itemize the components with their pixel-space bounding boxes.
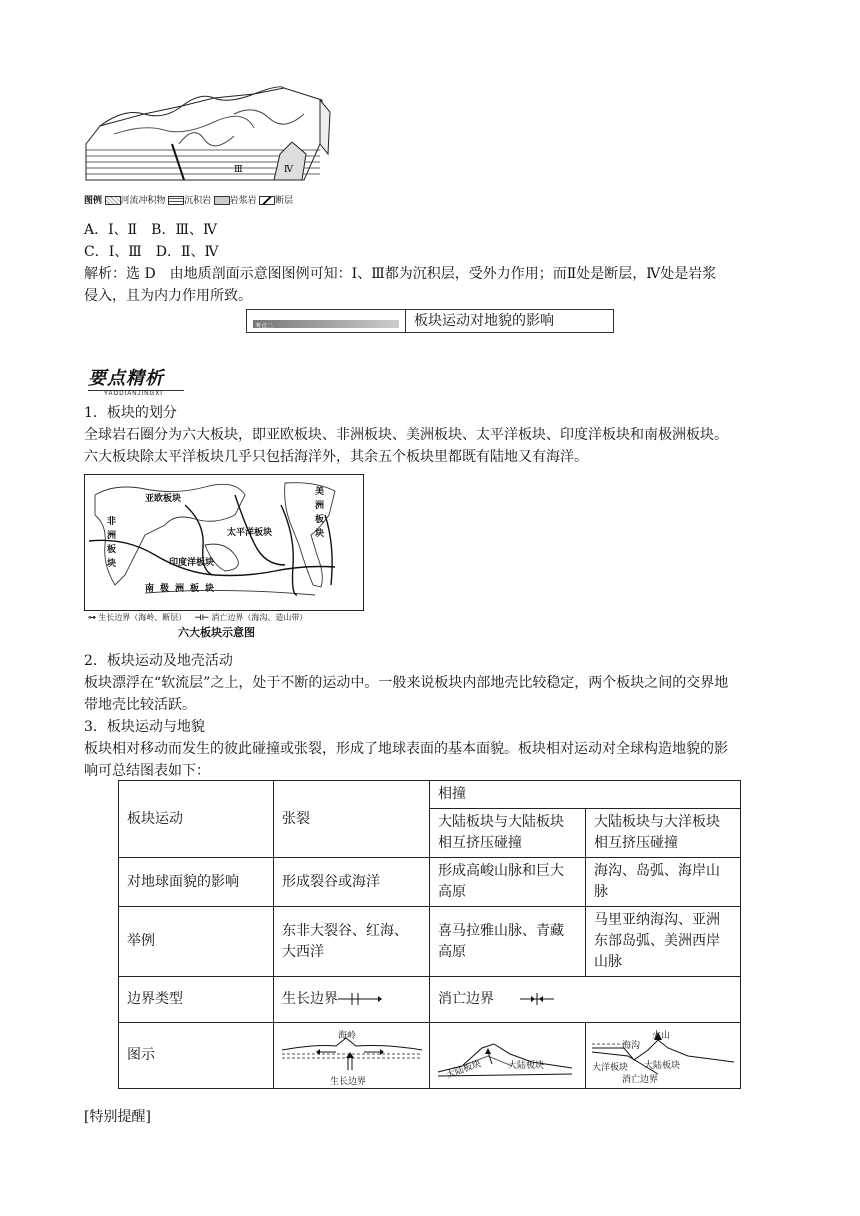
figure-consume-label: 消亡边界 — [621, 1074, 658, 1085]
point2-line-2: 带地壳比较活跃。 — [84, 697, 196, 713]
sediment-swatch — [168, 196, 184, 205]
point3-title: 3．板块运动与地貌 — [84, 719, 205, 735]
table-cell: 东非大裂谷、红海、大西洋 — [274, 907, 430, 977]
table-head-movement: 板块运动 — [119, 781, 274, 858]
table-cell: 海沟、岛弧、海岸山脉 — [585, 858, 740, 907]
geologic-section-diagram — [84, 84, 334, 206]
legend-consume-boundary: 消亡边界（海沟、造山带） — [211, 613, 308, 622]
plate-label-american: 美洲板块 — [315, 487, 325, 539]
label-IV: Ⅳ — [284, 165, 293, 175]
section-tag: 考点二 — [255, 323, 274, 330]
section-banner — [246, 309, 614, 333]
plate-label-pacific: 太平洋板块 — [227, 528, 273, 538]
point3-line-1: 板块相对移动而发生的彼此碰撞或张裂，形成了地球表面的基本面貌。板块相对运动对全球构造地貌的影 — [84, 741, 728, 757]
table-row — [119, 1023, 741, 1089]
point2-title: 2．板块运动及地壳活动 — [84, 653, 233, 669]
point1-line-1: 全球岩石圈分为六大板块，即亚欧板块、非洲板块、美洲板块、太平洋板块、印度洋板块和南极洲板块。 — [84, 427, 728, 443]
figure-divergent — [274, 1023, 430, 1089]
analysis-line-2: 侵入，且为内力作用所致。 — [84, 288, 252, 304]
table-cell: 喜马拉雅山脉、青藏高原 — [430, 907, 586, 977]
growth-boundary-icon — [338, 992, 382, 1006]
table-row — [119, 858, 741, 907]
plate-movement-table — [118, 780, 741, 1089]
table-cell-cont-ocean: 大陆板块与大洋板块相互挤压碰撞 — [585, 809, 740, 858]
consume-boundary-label: 消亡边界 — [438, 991, 494, 1007]
growth-boundary-icon: ⊶ — [88, 613, 96, 622]
table-head-effect: 对地球面貌的影响 — [119, 858, 274, 907]
section-title: 板块运动对地貌的影响 — [414, 313, 554, 329]
legend-magma: 岩浆岩 — [229, 195, 257, 205]
alluvium-swatch — [105, 196, 121, 205]
figure-cont-right: 大陆板块 — [508, 1060, 545, 1071]
point1-line-2: 六大板块除太平洋板块几乎只包括海洋外，其余五个板块里都既有陆地又有海洋。 — [84, 449, 588, 465]
figure-volcano-label: 火山 — [651, 1030, 670, 1041]
magma-swatch — [214, 196, 230, 205]
legend-alluvium: 河流冲积物 — [120, 195, 166, 205]
legend-fault: 断层 — [275, 195, 294, 205]
table-cell-growth-boundary — [274, 977, 430, 1023]
point3-line-2: 响可总结图表如下： — [84, 763, 210, 779]
figure-growth-label: 生长边界 — [330, 1076, 367, 1087]
label-III: Ⅲ — [234, 165, 243, 175]
figure-ridge-label: 海岭 — [338, 1030, 357, 1041]
figure-cont-plate-label: 大陆板块 — [643, 1060, 680, 1071]
figure-continental-collision — [430, 1023, 586, 1089]
consume-boundary-icon — [520, 992, 554, 1006]
table-row — [119, 977, 741, 1023]
figure-cont-left: 大陆板块 — [445, 1058, 483, 1081]
table-cell: 马里亚纳海沟、亚洲东部岛弧、美洲西岸山脉 — [585, 907, 740, 977]
special-reminder: [特别提醒] — [84, 1109, 151, 1125]
option-line-2: C．Ⅰ、Ⅲ D．Ⅱ、Ⅳ — [84, 244, 219, 260]
key-points-heading — [88, 364, 184, 397]
plate-map-legend — [88, 612, 307, 623]
consume-boundary-icon: ⊣⊢ — [194, 613, 210, 622]
plate-map — [84, 474, 364, 611]
table-cell-cont-cont: 大陆板块与大陆板块相互挤压碰撞 — [430, 809, 586, 858]
table-cell-split: 张裂 — [274, 781, 430, 858]
legend-growth-boundary: 生长边界（海岭、断层） — [98, 613, 187, 622]
section-tag-box — [247, 310, 406, 332]
plate-label-antarctic: 南极洲板块 — [145, 584, 221, 594]
analysis-line-1: 解析：选 D 由地质剖面示意图图例可知：Ⅰ、Ⅲ都为沉积层，受外力作用；而Ⅱ处是断层，Ⅳ处是岩浆 — [84, 266, 717, 282]
option-line-1: A．Ⅰ、Ⅱ B．Ⅲ、Ⅳ — [84, 222, 217, 238]
table-head-collide: 相撞 — [430, 781, 741, 809]
table-cell-consume-boundary — [430, 977, 741, 1023]
diagram-legend — [84, 193, 293, 206]
key-points-title: 要点精析 — [88, 368, 164, 389]
legend-title: 图例 — [84, 195, 103, 205]
fault-swatch — [259, 196, 275, 205]
plate-label-eurasian: 亚欧板块 — [145, 494, 182, 504]
table-head-figure: 图示 — [119, 1023, 274, 1089]
figure-ocean-plate-label: 大洋板块 — [591, 1062, 628, 1073]
plate-label-indian-ocean: 印度洋板块 — [169, 558, 215, 568]
growth-boundary-label: 生长边界 — [282, 991, 339, 1007]
legend-sediment: 沉积岩 — [184, 195, 212, 205]
table-head-example: 举例 — [119, 907, 274, 977]
table-head-boundary: 边界类型 — [119, 977, 274, 1023]
plate-map-caption: 六大板块示意图 — [178, 626, 255, 639]
table-row — [119, 781, 741, 809]
table-cell: 形成裂谷或海洋 — [274, 858, 430, 907]
figure-trench-label: 海沟 — [621, 1040, 640, 1051]
key-points-pinyin: YAODIANJINGXI — [104, 391, 163, 397]
point1-title: 1．板块的划分 — [84, 405, 177, 421]
table-row — [119, 907, 741, 977]
table-cell: 形成高峻山脉和巨大高原 — [430, 858, 586, 907]
point2-line-1: 板块漂浮在“软流层”之上，处于不断的运动中。一般来说板块内部地壳比较稳定，两个板块之间的交界地 — [84, 675, 729, 691]
figure-ocean-cont-collision — [585, 1023, 740, 1089]
plate-label-african: 非洲板块 — [107, 517, 117, 569]
